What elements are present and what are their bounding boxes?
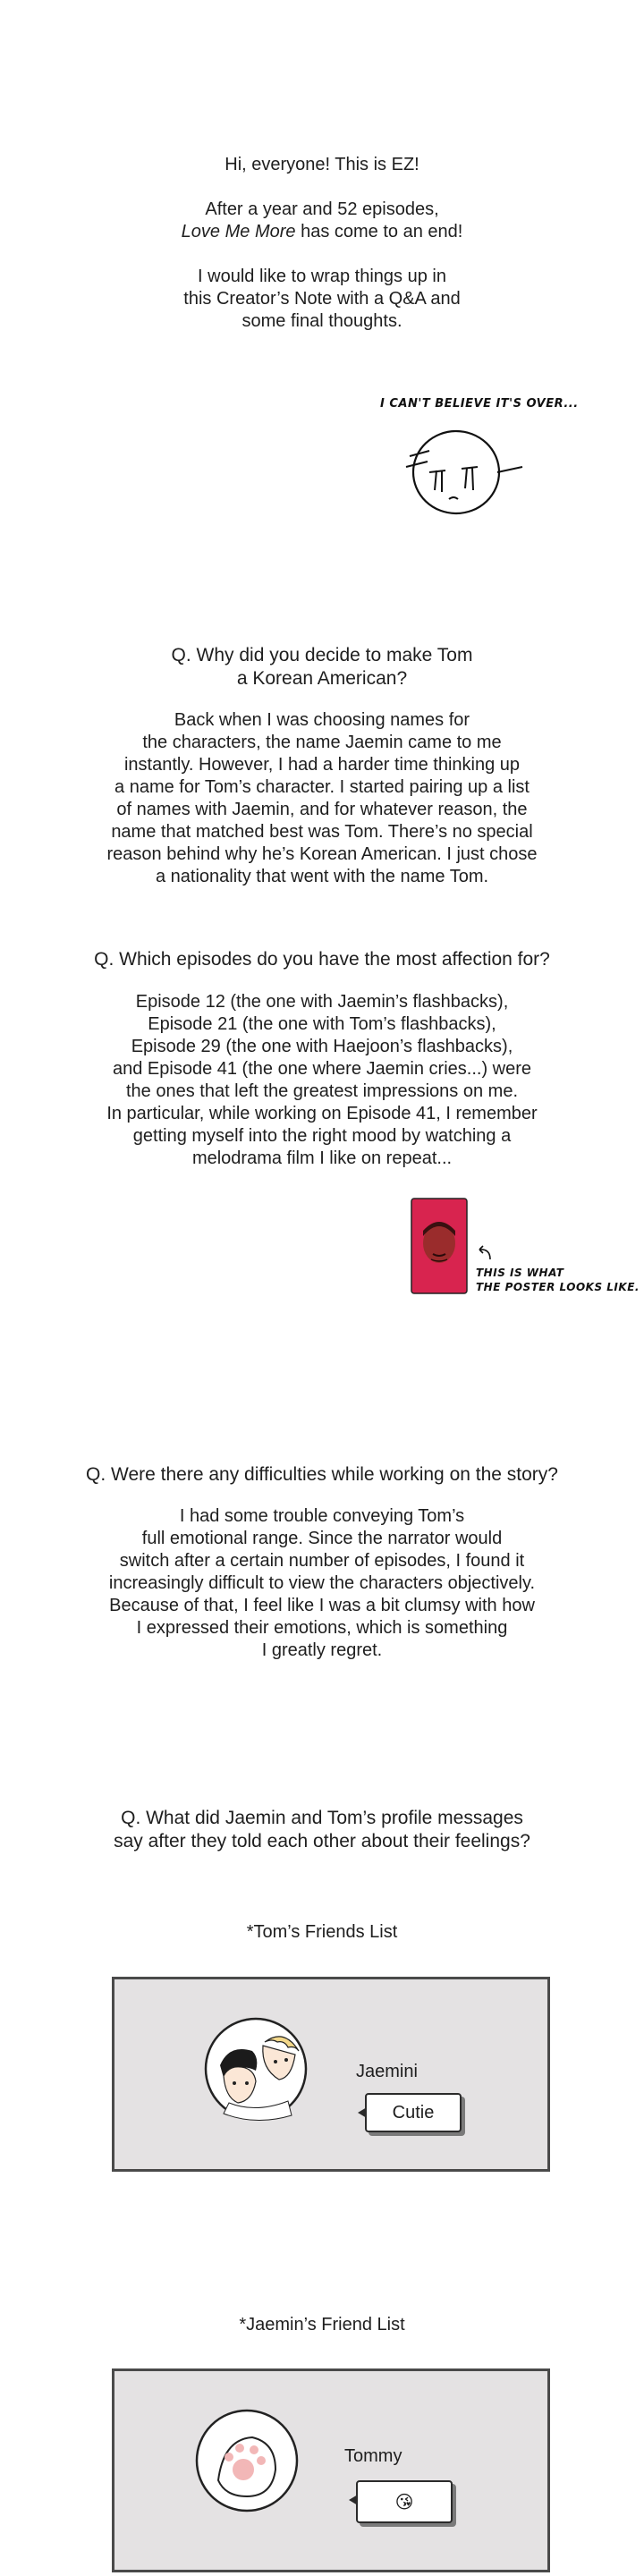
friend-name: Jaemini [356,2062,418,2081]
intro-section [0,154,644,333]
crying-face-doodle [404,420,530,528]
q1-question-line-2: a Korean American? [236,668,408,689]
q1-answer-line: Back when I was choosing names for [174,710,470,730]
q2-answer-line: Episode 21 (the one with Tom’s flashbacks), [148,1014,496,1034]
q1-answer-line: instantly. However, I had a harder time thinking up [123,755,521,775]
avatar [202,2015,309,2123]
q2-question: Q. Which episodes do you have the most affection for? [94,949,550,970]
q2-answer [0,991,644,1170]
q3-answer-line: I expressed their emotions, which is something [136,1618,508,1638]
intro-line-2-rest: has come to an end! [295,222,463,242]
q2-answer-line: the ones that left the greatest impressions on me. [125,1081,519,1101]
toms-friends-list-label: *Tom’s Friends List [246,1922,398,1942]
poster-caption-line-2: THE POSTER LOOKS LIKE. [476,1281,640,1293]
q2-answer-line: and Episode 41 (the one where Jaemin cries...) were [112,1059,532,1079]
paw-avatar [193,2407,301,2514]
q3-section [0,1463,644,1662]
q2-answer-line: Episode 29 (the one with Haejoon’s flashbacks), [131,1037,513,1056]
q2-answer-line: getting myself into the right mood by watching a [132,1126,512,1146]
q4-section [0,1807,644,1853]
q3-answer-line: Because of that, I feel like I was a bit clumsy with how [109,1596,535,1615]
q1-answer-line: of names with Jaemin, and for whatever reason, the [116,800,528,819]
q1-answer-line: a name for Tom’s character. I started pairing up a list [114,777,530,797]
status-emoji: 😘 [394,2492,414,2512]
status-emoji-bubble [356,2480,453,2523]
q1-question-line-1: Q. Why did you decide to make Tom [171,645,473,665]
q1-answer-line: name that matched best was Tom. There’s no special [111,822,533,842]
status-message-bubble [365,2093,462,2132]
movie-poster-doodle [410,1197,470,1297]
poster-caption-line-1: THIS IS WHAT [476,1267,564,1279]
doodle-caption: I CAN'T BELIEVE IT'S OVER... [380,397,579,411]
intro-line-2 [0,221,644,243]
series-title: Love Me More [181,222,296,242]
q3-answer-line: I had some trouble conveying Tom’s [179,1506,465,1526]
friend-name: Tommy [344,2446,402,2466]
q3-answer-line: switch after a certain number of episodes, I found it [119,1551,525,1571]
q3-answer [0,1505,644,1662]
q1-section [0,644,644,888]
status-message: Cutie [392,2102,435,2123]
q2-answer-line: In particular, while working on Episode 41, I remember [106,1104,538,1123]
q2-section [0,948,644,1170]
q2-answer-line: melodrama film I like on repeat... [191,1148,453,1168]
q1-answer-line: reason behind why he’s Korean American. I just chose [106,844,538,864]
q1-answer-line: a nationality that went with the name Tom. [155,867,489,886]
q3-answer-line: I greatly regret. [261,1640,383,1660]
q3-answer-line: increasingly difficult to view the characters objectively. [108,1573,536,1593]
q3-question: Q. Were there any difficulties while working on the story? [86,1464,558,1485]
intro-line-4: this Creator’s Note with a Q&A and [183,289,461,309]
q1-answer [0,709,644,888]
q4-question-line-1: Q. What did Jaemin and Tom’s profile messages [121,1808,523,1828]
intro-line-5: some final thoughts. [242,311,402,331]
arrow-icon [474,1245,494,1263]
jaemins-friends-list-panel [112,2368,550,2572]
q3-answer-line: full emotional range. Since the narrator would [141,1529,503,1548]
jaemins-friends-list-label: *Jaemin’s Friend List [239,2315,405,2334]
intro-line-1: After a year and 52 episodes, [205,199,439,219]
intro-greeting: Hi, everyone! This is EZ! [225,155,419,174]
q2-answer-line: Episode 12 (the one with Jaemin’s flashbacks), [135,992,509,1012]
intro-line-3: I would like to wrap things up in [198,267,446,286]
q4-question-line-2: say after they told each other about their feelings? [114,1831,530,1852]
toms-friends-list-panel [112,1977,550,2172]
q1-answer-line: the characters, the name Jaemin came to me [142,733,502,752]
